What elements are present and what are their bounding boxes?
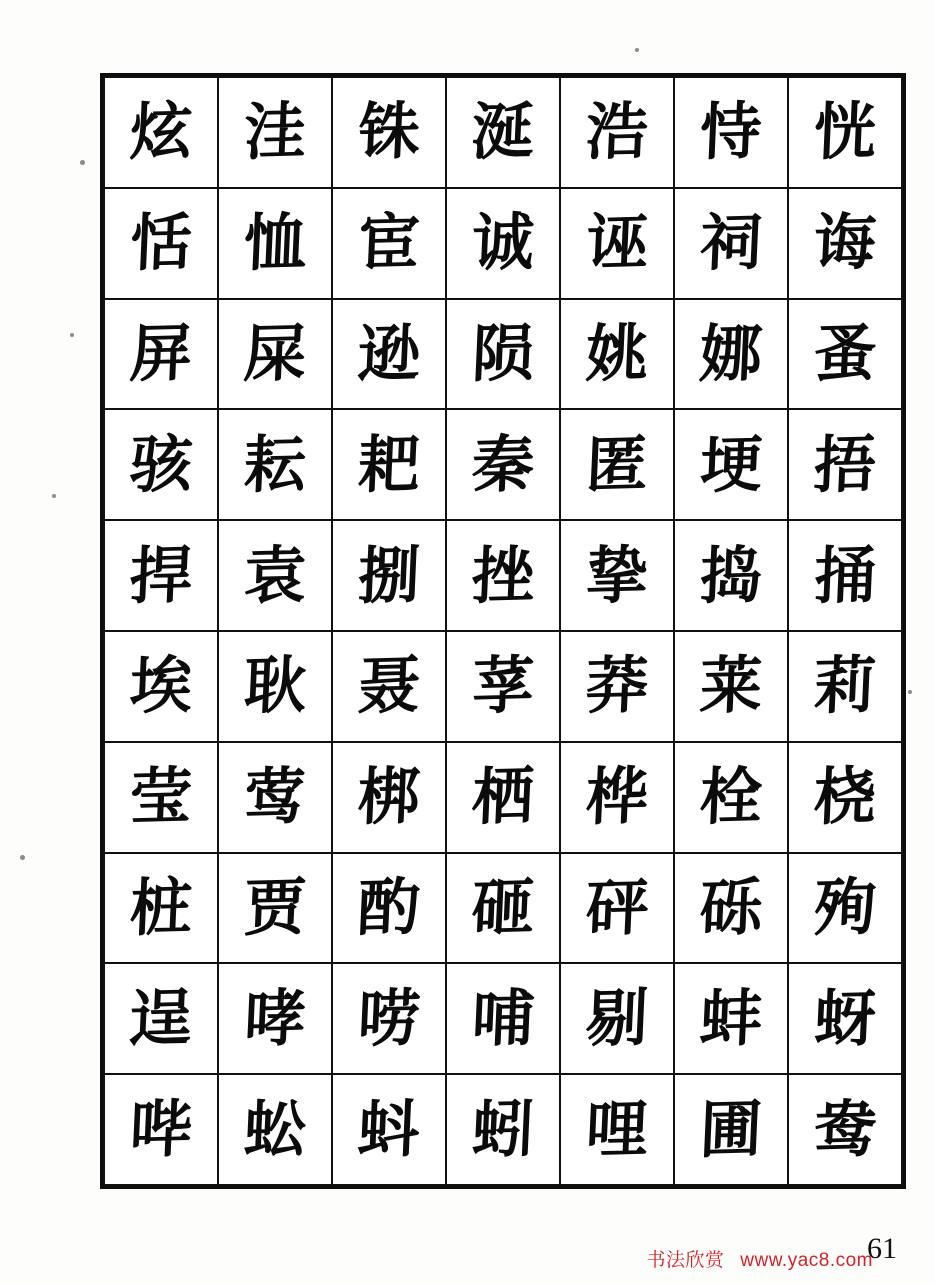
character-glyph: 娜 xyxy=(698,316,764,391)
grid-cell[interactable] xyxy=(560,963,674,1074)
watermark-text: 书法欣赏 xyxy=(646,1250,725,1271)
grid-cell[interactable] xyxy=(332,742,446,853)
grid-cell[interactable] xyxy=(446,1074,560,1185)
character-glyph: 耘 xyxy=(242,426,308,502)
character-glyph: 唠 xyxy=(356,980,422,1056)
grid-cell[interactable] xyxy=(104,77,218,188)
grid-cell[interactable] xyxy=(446,77,560,188)
character-glyph: 屎 xyxy=(242,316,308,391)
grid-cell[interactable] xyxy=(104,631,218,742)
character-glyph: 铢 xyxy=(356,94,422,170)
character-glyph: 浩 xyxy=(584,94,650,170)
grid-cell[interactable] xyxy=(332,77,446,188)
character-glyph: 匿 xyxy=(584,426,650,502)
grid-cell[interactable] xyxy=(104,963,218,1074)
table-row xyxy=(104,631,902,742)
character-glyph: 栓 xyxy=(698,759,764,834)
grid-cell[interactable] xyxy=(674,742,788,853)
character-glyph: 贾 xyxy=(242,870,308,945)
character-glyph: 殉 xyxy=(812,870,878,945)
character-glyph: 姚 xyxy=(584,316,650,391)
grid-cell[interactable] xyxy=(218,1074,332,1185)
character-glyph: 桡 xyxy=(812,759,878,834)
character-glyph: 挚 xyxy=(584,537,650,613)
grid-cell[interactable] xyxy=(218,188,332,299)
character-glyph: 涎 xyxy=(470,94,536,170)
character-glyph: 恍 xyxy=(812,94,878,170)
character-glyph: 剔 xyxy=(584,980,650,1056)
grid-cell[interactable] xyxy=(788,409,902,520)
watermark-site: www.yac8.com xyxy=(740,1250,873,1271)
grid-cell[interactable] xyxy=(560,520,674,631)
grid-cell[interactable] xyxy=(560,299,674,410)
table-row xyxy=(104,77,902,188)
grid-cell[interactable] xyxy=(788,188,902,299)
table-row xyxy=(104,188,902,299)
grid-cell[interactable] xyxy=(788,520,902,631)
grid-cell[interactable] xyxy=(104,742,218,853)
character-glyph: 莱 xyxy=(698,648,764,724)
character-glyph: 栖 xyxy=(470,759,536,834)
character-glyph: 挫 xyxy=(470,537,536,613)
grid-cell[interactable] xyxy=(674,963,788,1074)
grid-cell[interactable] xyxy=(788,963,902,1074)
grid-cell[interactable] xyxy=(332,520,446,631)
character-glyph: 酌 xyxy=(356,870,422,945)
character-glyph: 莹 xyxy=(128,759,194,834)
character-glyph: 捅 xyxy=(812,537,878,613)
character-glyph: 逞 xyxy=(128,980,194,1056)
character-glyph: 秦 xyxy=(470,426,536,502)
paper-speck xyxy=(80,160,85,165)
grid-cell[interactable] xyxy=(674,853,788,964)
character-glyph: 砾 xyxy=(698,870,764,945)
character-glyph: 哮 xyxy=(242,980,308,1056)
character-glyph: 桦 xyxy=(584,759,650,834)
character-grid xyxy=(103,76,903,1186)
character-glyph: 诲 xyxy=(812,205,878,280)
grid-cell[interactable] xyxy=(104,1074,218,1185)
character-glyph: 砰 xyxy=(584,870,650,945)
grid-cell[interactable] xyxy=(332,853,446,964)
page-number: 61 xyxy=(867,1232,897,1265)
grid-cell[interactable] xyxy=(674,409,788,520)
character-glyph: 屏 xyxy=(128,316,194,391)
grid-cell[interactable] xyxy=(788,742,902,853)
grid-cell[interactable] xyxy=(674,1074,788,1185)
grid-cell[interactable] xyxy=(332,1074,446,1185)
grid-cell[interactable] xyxy=(104,299,218,410)
grid-cell[interactable] xyxy=(104,520,218,631)
grid-cell[interactable] xyxy=(446,299,560,410)
grid-cell[interactable] xyxy=(446,742,560,853)
character-glyph: 捌 xyxy=(356,537,422,613)
character-glyph: 圃 xyxy=(698,1091,764,1167)
grid-cell[interactable] xyxy=(560,77,674,188)
character-glyph: 莉 xyxy=(812,648,878,724)
character-glyph: 莺 xyxy=(242,759,308,834)
character-glyph: 聂 xyxy=(356,648,422,724)
grid-cell[interactable] xyxy=(560,409,674,520)
grid-cell[interactable] xyxy=(218,520,332,631)
character-glyph: 梆 xyxy=(356,759,422,834)
paper-speck xyxy=(52,494,56,498)
grid-cell[interactable] xyxy=(446,188,560,299)
grid-cell[interactable] xyxy=(446,853,560,964)
grid-cell[interactable] xyxy=(788,631,902,742)
table-row xyxy=(104,299,902,410)
grid-cell[interactable] xyxy=(560,631,674,742)
character-glyph: 洼 xyxy=(242,94,308,170)
character-glyph: 陨 xyxy=(470,316,536,391)
character-glyph: 恃 xyxy=(698,94,764,170)
character-glyph: 捍 xyxy=(128,537,194,613)
grid-cell[interactable] xyxy=(674,520,788,631)
character-glyph: 砸 xyxy=(470,870,536,945)
grid-cell[interactable] xyxy=(218,963,332,1074)
grid-cell[interactable] xyxy=(446,631,560,742)
grid-cell[interactable] xyxy=(560,1074,674,1185)
grid-cell[interactable] xyxy=(332,299,446,410)
character-glyph: 袁 xyxy=(242,537,308,613)
grid-cell[interactable] xyxy=(674,77,788,188)
character-glyph: 蚪 xyxy=(356,1091,422,1167)
grid-cell[interactable] xyxy=(560,742,674,853)
character-glyph: 蚤 xyxy=(812,316,878,391)
character-glyph: 恤 xyxy=(242,205,308,280)
grid-cell[interactable] xyxy=(446,963,560,1074)
grid-cell[interactable] xyxy=(218,742,332,853)
grid-cell[interactable] xyxy=(446,520,560,631)
grid-cell[interactable] xyxy=(332,409,446,520)
grid-cell[interactable] xyxy=(674,188,788,299)
table-row xyxy=(104,742,902,853)
character-glyph: 哔 xyxy=(128,1091,194,1167)
grid-cell[interactable] xyxy=(788,1074,902,1185)
character-glyph: 鸯 xyxy=(812,1091,878,1167)
grid-cell[interactable] xyxy=(674,299,788,410)
character-glyph: 桩 xyxy=(128,870,194,945)
watermark xyxy=(647,1245,874,1272)
character-table xyxy=(103,76,903,1186)
grid-cell[interactable] xyxy=(218,299,332,410)
character-glyph: 埂 xyxy=(698,426,764,502)
character-glyph: 捣 xyxy=(698,537,764,613)
grid-cell[interactable] xyxy=(104,409,218,520)
character-glyph: 祠 xyxy=(698,205,764,280)
grid-cell[interactable] xyxy=(560,188,674,299)
paper-speck xyxy=(70,333,74,337)
grid-cell[interactable] xyxy=(332,188,446,299)
character-glyph: 哺 xyxy=(470,980,536,1056)
paper-speck xyxy=(908,690,912,694)
character-glyph: 哩 xyxy=(584,1091,650,1167)
paper-speck xyxy=(20,855,25,860)
character-glyph: 蚜 xyxy=(812,980,878,1056)
grid-cell[interactable] xyxy=(788,299,902,410)
character-glyph: 蚣 xyxy=(242,1091,308,1167)
character-glyph: 耿 xyxy=(242,648,308,724)
grid-cell[interactable] xyxy=(218,77,332,188)
character-glyph: 耙 xyxy=(356,426,422,502)
character-glyph: 捂 xyxy=(812,426,878,502)
grid-cell[interactable] xyxy=(104,188,218,299)
character-glyph: 埃 xyxy=(128,648,194,724)
character-glyph: 蚓 xyxy=(470,1091,536,1167)
character-glyph: 莩 xyxy=(470,648,536,724)
character-glyph: 诚 xyxy=(470,205,536,280)
table-row xyxy=(104,963,902,1074)
paper-speck xyxy=(635,48,639,52)
grid-cell[interactable] xyxy=(332,631,446,742)
grid-cell[interactable] xyxy=(218,631,332,742)
grid-cell[interactable] xyxy=(788,77,902,188)
grid-cell[interactable] xyxy=(218,409,332,520)
grid-cell[interactable] xyxy=(674,631,788,742)
table-row xyxy=(104,853,902,964)
character-glyph: 逊 xyxy=(356,316,422,391)
grid-cell[interactable] xyxy=(560,853,674,964)
character-glyph: 宦 xyxy=(356,205,422,280)
character-glyph: 蚌 xyxy=(698,980,764,1056)
character-glyph: 恬 xyxy=(128,205,194,280)
table-row xyxy=(104,409,902,520)
character-glyph: 诬 xyxy=(584,205,650,280)
character-glyph: 炫 xyxy=(128,94,194,170)
grid-cell[interactable] xyxy=(218,853,332,964)
table-row xyxy=(104,1074,902,1185)
grid-cell[interactable] xyxy=(332,963,446,1074)
grid-cell[interactable] xyxy=(446,409,560,520)
character-glyph: 莽 xyxy=(584,648,650,724)
grid-cell[interactable] xyxy=(788,853,902,964)
character-glyph: 骇 xyxy=(128,426,194,502)
table-row xyxy=(104,520,902,631)
grid-cell[interactable] xyxy=(104,853,218,964)
character-table-body xyxy=(104,77,902,1185)
